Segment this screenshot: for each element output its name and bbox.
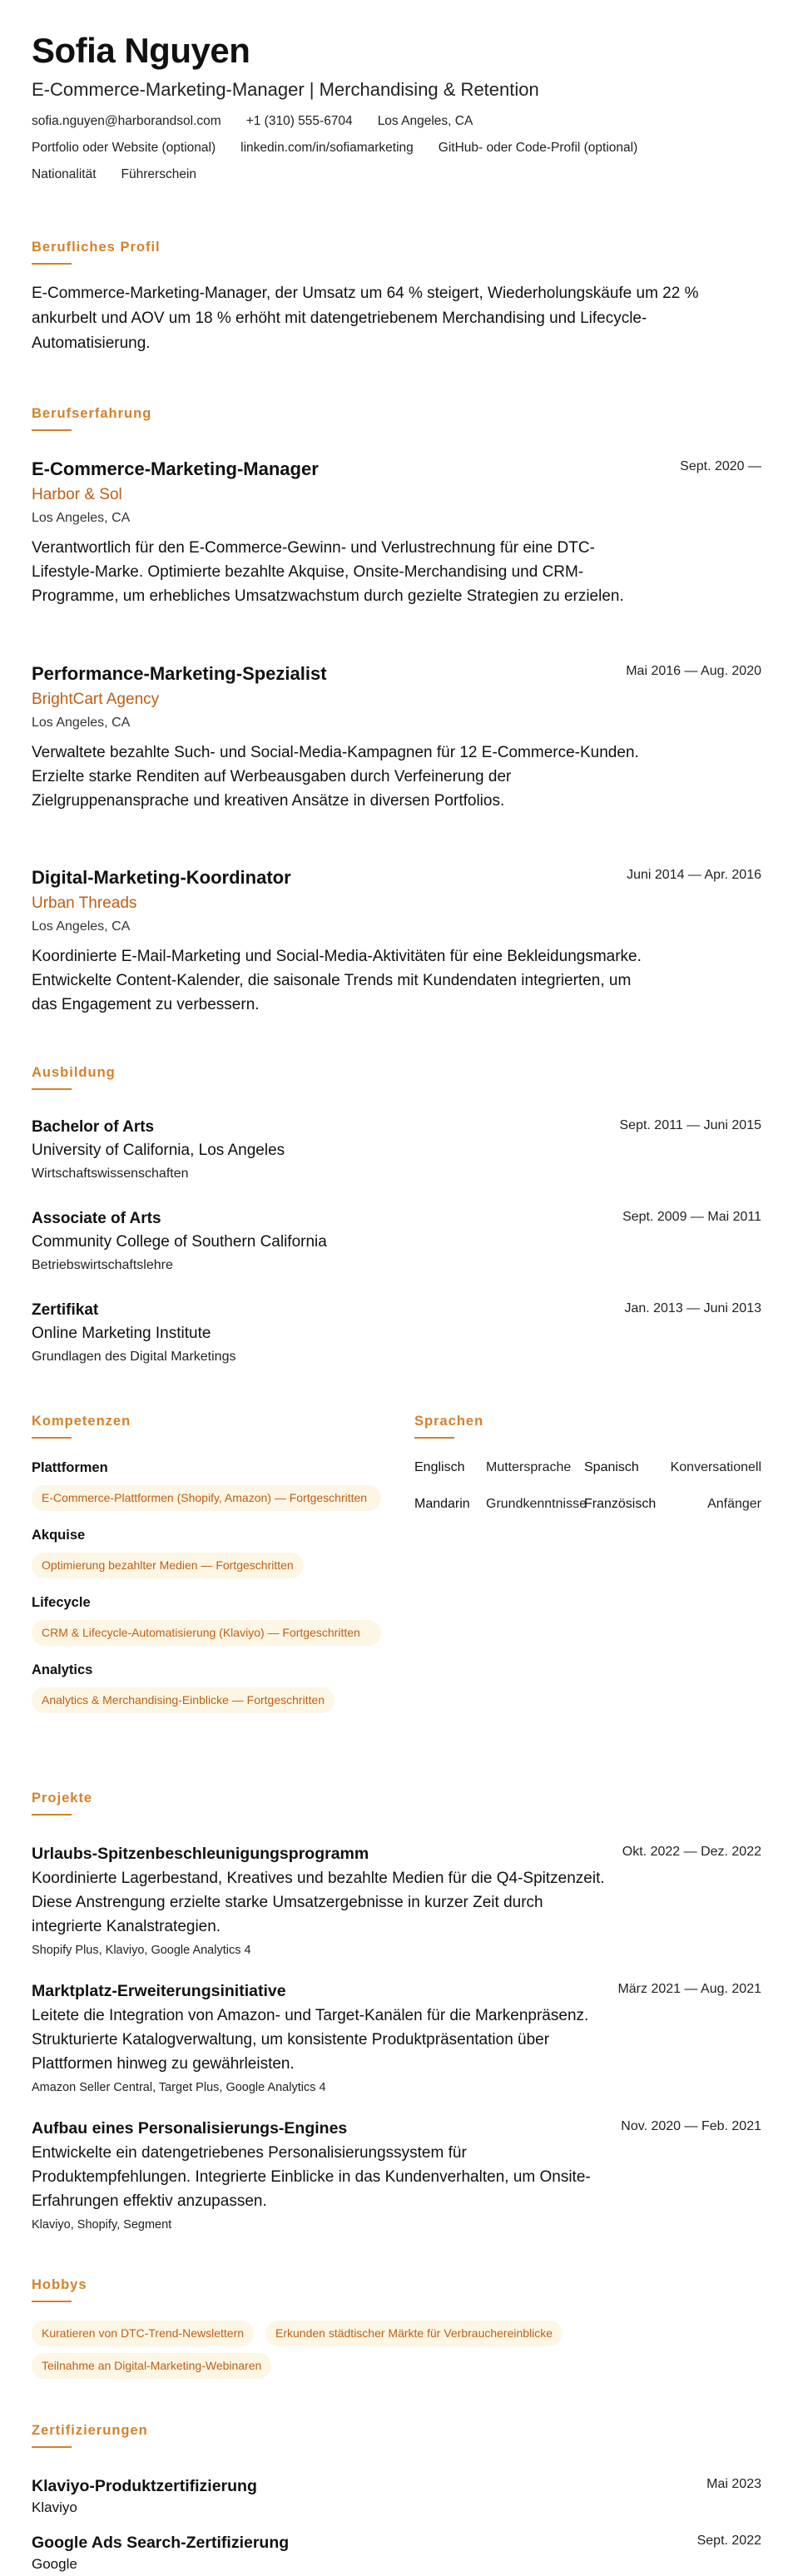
languages-list: [414, 1459, 761, 1513]
languages-section: [414, 1412, 761, 1513]
skill-category-name: Plattformen: [32, 1460, 108, 1475]
section-divider: [32, 2301, 72, 2302]
email-link[interactable]: sofia.nguyen@harborandsol.com: [32, 114, 221, 128]
section-divider: [32, 263, 72, 265]
education-school: University of California, Los Angeles: [32, 1142, 285, 1159]
certification-date: Mai 2023: [706, 2477, 761, 2491]
project-entry: [32, 1980, 761, 2096]
resume-header: [32, 30, 761, 183]
education-date: Sept. 2011 — Juni 2015: [619, 1118, 761, 1132]
section-title-languages: Sprachen: [414, 1414, 484, 1429]
project-tech: Amazon Seller Central, Target Plus, Google Analytics 4: [32, 2081, 326, 2094]
candidate-name: Sofia Nguyen: [32, 31, 250, 70]
education-date: Sept. 2009 — Mai 2011: [622, 1210, 761, 1224]
job-title: E-Commerce-Marketing-Manager: [32, 458, 319, 479]
education-field: Grundlagen des Digital Marketings: [32, 1350, 236, 1364]
section-divider: [32, 1088, 72, 1090]
language-level: Konversationell: [670, 1460, 761, 1474]
skill-category: [32, 1459, 381, 1511]
certification-entry: [32, 2475, 761, 2517]
contact-row-personal: [32, 166, 761, 183]
project-entry: [32, 1843, 761, 1959]
hobbies-section: [32, 2276, 761, 2379]
project-name: Aufbau eines Personalisierungs-Engines: [32, 2119, 348, 2138]
education-entry: [32, 1117, 761, 1183]
section-title-certifications: Zertifizierungen: [32, 2423, 148, 2438]
skill-pill: Optimierung bezahlter Medien — Fortgeschritten: [32, 1553, 304, 1578]
hobby-list: [32, 2353, 761, 2379]
language-name: Französisch: [584, 1497, 657, 1511]
skill-pill: E-Commerce-Plattformen (Shopify, Amazon) — Fortgeschritten: [32, 1485, 381, 1511]
job-title: Performance-Marketing-Spezialist: [32, 663, 327, 684]
github-link[interactable]: GitHub- oder Code-Profil (optional): [438, 141, 638, 155]
project-description: Leitete die Integration von Amazon- und Target-Kanälen für die Markenpräsenz. Strukturierte Katalogverwaltung, um konsistente Produktpräsentation über Plattformen hinweg zu gewährleisten.: [32, 2007, 589, 2073]
hobby-list: [32, 2321, 761, 2346]
certification-name: Klaviyo-Produktzertifizierung: [32, 2477, 257, 2495]
section-divider: [32, 1437, 72, 1439]
linkedin-link[interactable]: linkedin.com/in/sofiamarketing: [240, 141, 414, 155]
skills-languages-row: [32, 1412, 761, 1761]
project-name: Urlaubs-Spitzenbeschleunigungsprogramm: [32, 1845, 369, 1863]
project-name: Marktplatz-Erweiterungsinitiative: [32, 1982, 286, 2000]
skill-category: [32, 1661, 381, 1713]
education-school: Online Marketing Institute: [32, 1325, 211, 1342]
job-company: Urban Threads: [32, 894, 137, 912]
job-company: Harbor & Sol: [32, 486, 122, 503]
section-title-experience: Berufserfahrung: [32, 406, 152, 421]
job-title: Digital-Marketing-Koordinator: [32, 867, 291, 888]
job-entry: [32, 662, 761, 813]
skill-category-name: Akquise: [32, 1528, 86, 1543]
project-description: Entwickelte ein datengetriebenes Personalisierungssystem für Produktempfehlungen. Integrierte Einblicke in das Kundenverhalten, um Onsite-Erfahrungen effektiv anzupassen.: [32, 2144, 591, 2210]
section-divider: [32, 2446, 72, 2448]
certification-date: Sept. 2022: [696, 2534, 761, 2548]
job-description: Koordinierte E-Mail-Marketing und Social-Media-Aktivitäten für eine Bekleidungsmarke. Entwickelte Content-Kalender, die saisonale Trends mit Kundendaten integrierten, um das Engagement zu verbessern.: [32, 948, 642, 1013]
section-title-hobbies: Hobbys: [32, 2277, 87, 2292]
job-location: Los Angeles, CA: [32, 511, 131, 525]
skill-category: [32, 1526, 381, 1578]
section-title-education: Ausbildung: [32, 1065, 116, 1080]
section-divider: [32, 1814, 72, 1816]
job-entry: [32, 866, 761, 1017]
language-level: Grundkenntnisse: [486, 1497, 587, 1511]
language-name: Mandarin: [414, 1497, 470, 1511]
section-divider: [32, 429, 72, 431]
section-title-profile: Berufliches Profil: [32, 240, 161, 255]
education-field: Wirtschaftswissenschaften: [32, 1167, 189, 1181]
language-name: Spanisch: [584, 1460, 639, 1474]
license-text: Führerschein: [121, 167, 197, 181]
project-entry: [32, 2118, 761, 2233]
skill-pill: Analytics & Merchandising-Einblicke — Fortgeschritten: [32, 1687, 335, 1713]
portfolio-link[interactable]: Portfolio oder Website (optional): [32, 141, 216, 155]
section-title-projects: Projekte: [32, 1791, 93, 1806]
education-entry: [32, 1208, 761, 1275]
section-divider: [414, 1437, 454, 1439]
certification-entry: [32, 2532, 761, 2574]
profile-summary: E-Commerce-Marketing-Manager, der Umsatz um 64 % steigert, Wiederholungskäufe um 22 % ankurbelt und AOV um 18 % erhöht mit datengetriebenem Merchandising und Lifecycle-Automatisierung.: [32, 285, 699, 352]
job-location: Los Angeles, CA: [32, 716, 131, 730]
job-company: BrightCart Agency: [32, 691, 160, 708]
job-date: Sept. 2020 —: [680, 459, 761, 473]
language-level: Anfänger: [707, 1497, 761, 1511]
education-school: Community College of Southern California: [32, 1233, 327, 1251]
job-description: Verwaltete bezahlte Such- und Social-Media-Kampagnen für 12 E-Commerce-Kunden. Erzielte starke Renditen auf Werbeausgaben durch Verfeinerung der Zielgruppenansprache und kreativen Ansätze in diversen Portfolios.: [32, 744, 639, 810]
nationality-text: Nationalität: [32, 167, 97, 181]
certification-issuer: Klaviyo: [32, 2499, 77, 2515]
education-degree: Associate of Arts: [32, 1210, 161, 1227]
profile-section: [32, 238, 761, 356]
education-degree: Zertifikat: [32, 1301, 99, 1319]
job-date: Juni 2014 — Apr. 2016: [627, 868, 761, 882]
education-degree: Bachelor of Arts: [32, 1118, 155, 1136]
job-entry: [32, 458, 761, 608]
project-date: Okt. 2022 — Dez. 2022: [622, 1845, 761, 1859]
skill-category-name: Analytics: [32, 1662, 93, 1677]
certification-issuer: Google: [32, 2556, 77, 2572]
project-date: März 2021 — Aug. 2021: [617, 1982, 761, 1996]
experience-section: [32, 404, 761, 431]
education-date: Jan. 2013 — Juni 2013: [624, 1301, 761, 1315]
certifications-section: [32, 2421, 761, 2448]
skills-section: [32, 1412, 381, 1713]
contact-row-links: [32, 140, 761, 156]
job-date: Mai 2016 — Aug. 2020: [626, 664, 761, 678]
hobby-pill: Kuratieren von DTC-Trend-Newslettern: [32, 2321, 254, 2346]
section-title-skills: Kompetenzen: [32, 1414, 131, 1429]
project-description: Koordinierte Lagerbestand, Kreatives und bezahlte Medien für die Q4-Spitzenzeit. Diese Anstrengung erzielte starke Umsatzergebnisse in kurzer Zeit durch integrierte Kanalstrategien.: [32, 1870, 605, 1935]
contact-row-primary: [32, 113, 761, 130]
projects-section: [32, 1789, 761, 1816]
skill-pill: CRM & Lifecycle-Automatisierung (Klaviyo) — Fortgeschritten: [32, 1620, 381, 1646]
location-text: Los Angeles, CA: [377, 114, 473, 128]
language-name: Englisch: [414, 1460, 465, 1474]
skill-category-name: Lifecycle: [32, 1595, 91, 1610]
language-level: Muttersprache: [486, 1460, 572, 1474]
skill-category: [32, 1593, 381, 1646]
hobby-pill: Erkunden städtischer Märkte für Verbrauchereinblicke: [265, 2321, 563, 2346]
project-date: Nov. 2020 — Feb. 2021: [621, 2119, 761, 2133]
job-location: Los Angeles, CA: [32, 919, 131, 934]
certification-name: Google Ads Search-Zertifizierung: [32, 2534, 290, 2552]
phone-link[interactable]: +1 (310) 555-6704: [245, 114, 353, 128]
education-field: Betriebswirtschaftslehre: [32, 1258, 173, 1272]
education-section: [32, 1063, 761, 1090]
job-description: Verantwortlich für den E-Commerce-Gewinn- und Verlustrechnung für eine DTC-Lifestyle-Marke. Optimierte bezahlte Akquise, Onsite-Merchandising und CRM-Programme, um erhebliches Umsatzwachstum durch gezielte Strategien zu erzielen.: [32, 539, 624, 605]
headline: E-Commerce-Marketing-Manager | Merchandising & Retention: [32, 79, 539, 100]
hobby-pill: Teilnahme an Digital-Marketing-Webinaren: [32, 2353, 271, 2379]
project-tech: Shopify Plus, Klaviyo, Google Analytics 4: [32, 1944, 251, 1957]
education-entry: [32, 1300, 761, 1366]
project-tech: Klaviyo, Shopify, Segment: [32, 2218, 172, 2232]
